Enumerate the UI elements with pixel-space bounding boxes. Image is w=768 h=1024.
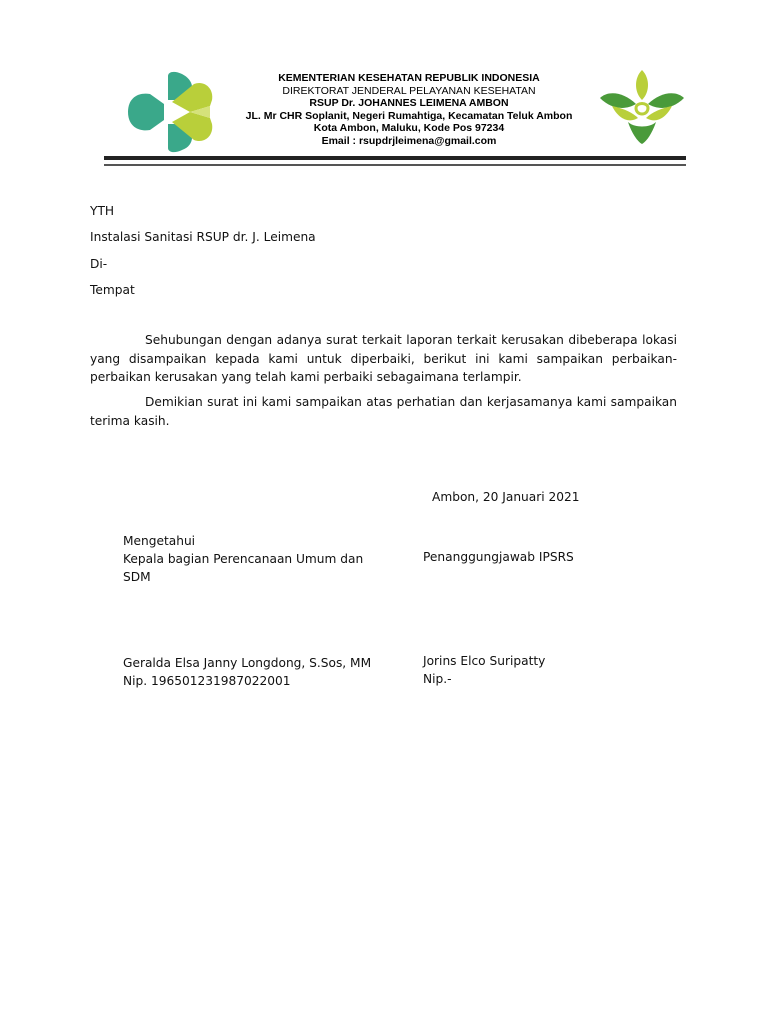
- di-line: Di-: [90, 257, 108, 271]
- right-signer-nip: Nip.-: [423, 672, 452, 686]
- body-paragraph-1: Sehubungan dengan adanya surat terkait laporan terkait kerusakan dibeberapa lokasi yang disampaikan kepada kami untuk diperbaiki, berikut ini kami sampaikan perbaikan-perbaikan kerusakan yang telah kami perbaiki sebagaimana terlampir.: [90, 333, 677, 384]
- addressee: Instalasi Sanitasi RSUP dr. J. Leimena: [90, 230, 316, 244]
- left-signer-title: Kepala bagian Perencanaan Umum dan: [123, 552, 364, 566]
- hospital-logo-icon: [598, 68, 686, 146]
- email-line: Email : rsupdrjleimena@gmail.com: [321, 134, 497, 147]
- ministry-name: KEMENTERIAN KESEHATAN REPUBLIK INDONESIA: [278, 72, 540, 84]
- acknowledge-label: Mengetahui: [123, 534, 196, 548]
- letterhead-divider-thin: [104, 164, 686, 166]
- city-line: Kota Ambon, Maluku, Kode Pos 97234: [313, 122, 505, 135]
- body-paragraph-2: Demikian surat ini kami sampaikan atas perhatian dan kerjasamanya kami sampaikan terima kasih.: [90, 395, 677, 428]
- left-signer-nip: Nip. 196501231987022001: [123, 674, 291, 688]
- date-line: Ambon, 20 Januari 2021: [432, 490, 580, 504]
- hospital-name: RSUP Dr. JOHANNES LEIMENA AMBON: [309, 97, 509, 110]
- left-signer-title-cont: SDM: [123, 570, 151, 584]
- address-line: JL. Mr CHR Soplanit, Negeri Rumahtiga, Kecamatan Teluk Ambon: [245, 109, 573, 122]
- place-line: Tempat: [90, 283, 135, 297]
- directorate-name: DIREKTORAT JENDERAL PELAYANAN KESEHATAN: [282, 84, 536, 97]
- letterhead: [0, 0, 768, 180]
- salutation: YTH: [90, 204, 115, 218]
- letterhead-divider-thick: [104, 156, 686, 160]
- ministry-logo-icon: [124, 70, 216, 154]
- letterhead-text: [226, 72, 592, 148]
- left-signer-name: Geralda Elsa Janny Longdong, S.Sos, MM: [123, 656, 372, 670]
- right-signer-name: Jorins Elco Suripatty: [423, 654, 546, 668]
- right-signer-title: Penanggungjawab IPSRS: [423, 550, 574, 564]
